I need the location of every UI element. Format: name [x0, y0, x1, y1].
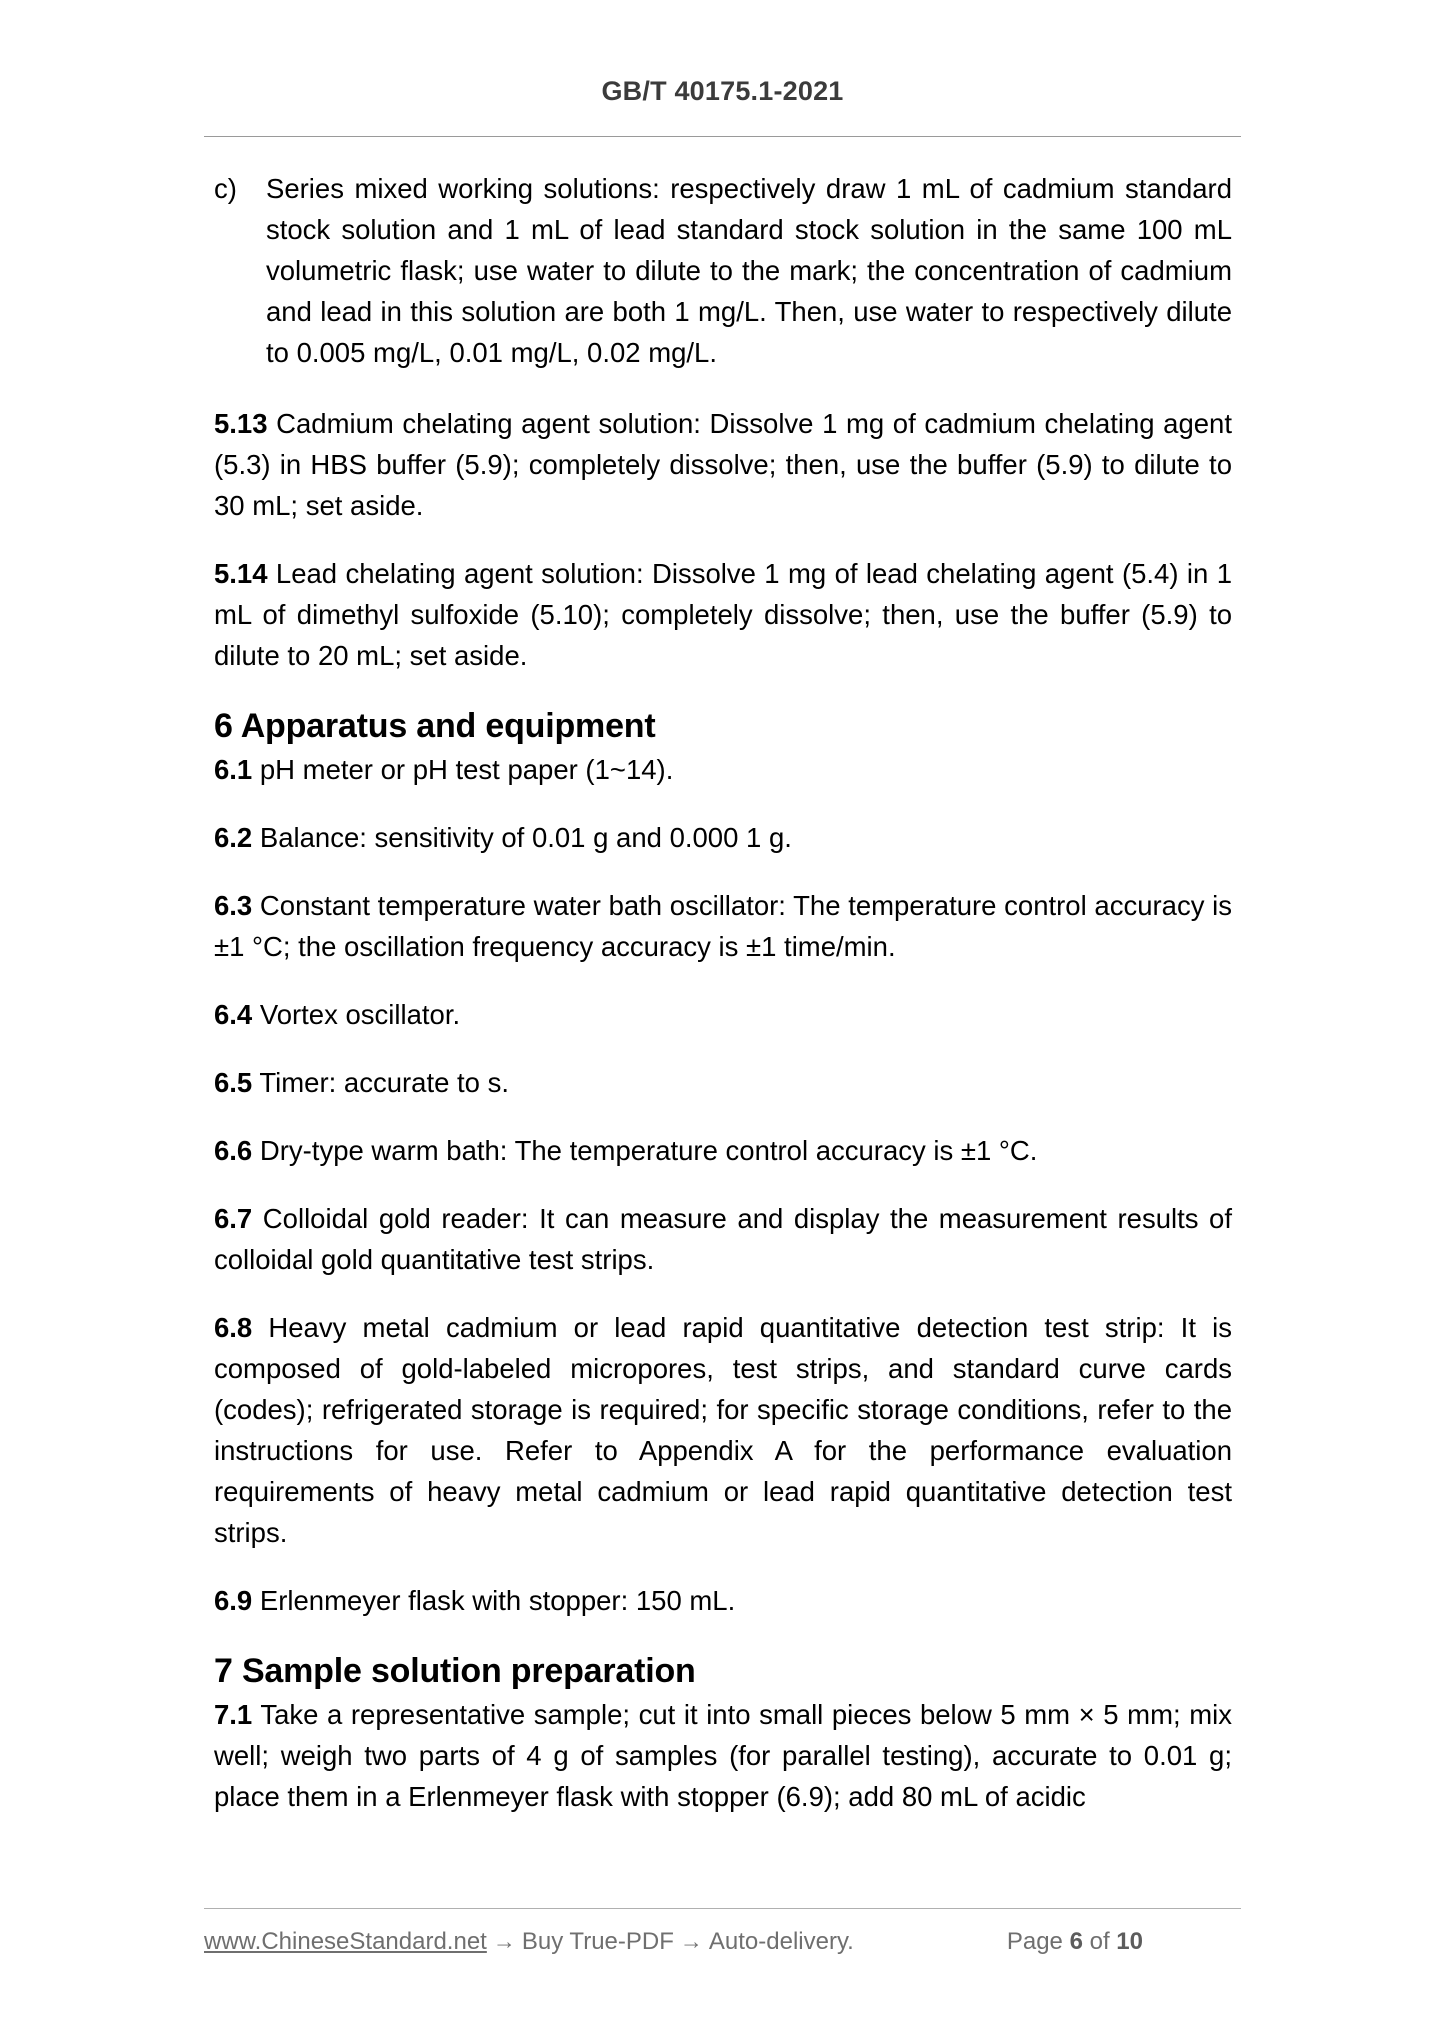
- clause-text: pH meter or pH test paper (1~14).: [252, 754, 674, 785]
- clause-6-8: [214, 1307, 1232, 1553]
- heading-section-6: 6 Apparatus and equipment: [214, 707, 656, 745]
- clause-5-14: [214, 553, 1232, 676]
- clause-text: Vortex oscillator.: [252, 999, 461, 1030]
- clause-number: 6.7: [214, 1203, 253, 1234]
- of-label: of: [1089, 1928, 1110, 1955]
- clause-number: 5.13: [214, 408, 268, 439]
- footer-promo-delivery: Auto-delivery.: [708, 1928, 854, 1955]
- clause-6-6: [214, 1130, 1232, 1171]
- standard-title: GB/T 40175.1-2021: [601, 76, 844, 106]
- clause-text: Dry-type warm bath: The temperature control accuracy is ±1 °C.: [252, 1135, 1038, 1166]
- clause-7-1: [214, 1694, 1232, 1817]
- clause-number: 6.8: [214, 1312, 253, 1343]
- clause-number: 5.14: [214, 558, 268, 589]
- clause-6-2: [214, 817, 1232, 858]
- clause-text: Take a representative sample; cut it into small pieces below 5 mm × 5 mm; mix well; weigh two parts of 4 g of samples (for parallel testing), accurate to 0.01 g; place them in a Erlenmeyer flask with stopper (6.9); add 80 mL of acidic: [214, 1699, 1232, 1812]
- page-footer: [204, 1928, 1241, 1956]
- list-item-text: Series mixed working solutions: respectively draw 1 mL of cadmium standard stock solution and 1 mL of lead standard stock solution in the same 100 mL volumetric flask; use water to dilute to the mark; the concentration of cadmium and lead in this solution are both 1 mg/L. Then, use water to respectively dilute to 0.005 mg/L, 0.01 mg/L, 0.02 mg/L.: [266, 173, 1232, 368]
- clause-6-1: [214, 749, 1232, 790]
- clause-text: Constant temperature water bath oscillator: The temperature control accuracy is ±1 °C; the oscillation frequency accuracy is ±1 time/min.: [214, 890, 1232, 962]
- clause-text: Heavy metal cadmium or lead rapid quantitative detection test strip: It is composed of gold-labeled micropores, test strips, and standard curve cards (codes); refrigerated storage is required; for specific storage conditions, refer to the instructions for use. Refer to Appendix A for the performance evaluation requirements of heavy metal cadmium or lead rapid quantitative detection test strips.: [214, 1312, 1232, 1548]
- clause-5-13: [214, 403, 1232, 526]
- clause-6-9: [214, 1580, 1232, 1621]
- arrow-right-icon: →: [679, 1928, 703, 1954]
- page-label: Page: [1006, 1928, 1063, 1955]
- header-divider: [204, 136, 1241, 137]
- footer-divider: [204, 1908, 1241, 1909]
- page-header: [0, 76, 1445, 107]
- clause-number: 6.3: [214, 890, 253, 921]
- clause-number: 6.9: [214, 1585, 253, 1616]
- total-pages: 10: [1116, 1928, 1143, 1955]
- heading-section-7: 7 Sample solution preparation: [214, 1652, 696, 1690]
- document-body: [214, 168, 1232, 1844]
- clause-text: Lead chelating agent solution: Dissolve 1 mg of lead chelating agent (5.4) in 1 mL of dimethyl sulfoxide (5.10); completely dissolve; then, use the buffer (5.9) to dilute to 20 mL; set aside.: [214, 558, 1232, 671]
- list-item-marker: c): [214, 173, 237, 204]
- clause-6-7: [214, 1198, 1232, 1280]
- clause-6-5: [214, 1062, 1232, 1103]
- page-number: 6: [1069, 1928, 1083, 1955]
- list-item: [214, 168, 1232, 373]
- footer-promo-buy: Buy True-PDF: [521, 1928, 674, 1955]
- page-indicator: [1007, 1928, 1241, 1956]
- clause-text: Erlenmeyer flask with stopper: 150 mL.: [252, 1585, 736, 1616]
- clause-6-3: [214, 885, 1232, 967]
- clause-text: Balance: sensitivity of 0.01 g and 0.000 1 g.: [252, 822, 792, 853]
- clause-6-4: [214, 994, 1232, 1035]
- clause-number: 6.4: [214, 999, 253, 1030]
- clause-number: 7.1: [214, 1699, 253, 1730]
- clause-number: 6.2: [214, 822, 253, 853]
- clause-text: Cadmium chelating agent solution: Dissolve 1 mg of cadmium chelating agent (5.3) in HBS buffer (5.9); completely dissolve; then, use the buffer (5.9) to dilute to 30 mL; set aside.: [214, 408, 1232, 521]
- footer-promo: [204, 1928, 1007, 1956]
- clause-text: Timer: accurate to s.: [252, 1067, 509, 1098]
- clause-number: 6.1: [214, 754, 253, 785]
- website-link[interactable]: www.ChineseStandard.net: [204, 1928, 487, 1955]
- clause-number: 6.6: [214, 1135, 253, 1166]
- clause-text: Colloidal gold reader: It can measure and display the measurement results of colloidal gold quantitative test strips.: [214, 1203, 1232, 1275]
- clause-number: 6.5: [214, 1067, 253, 1098]
- arrow-right-icon: →: [492, 1928, 516, 1954]
